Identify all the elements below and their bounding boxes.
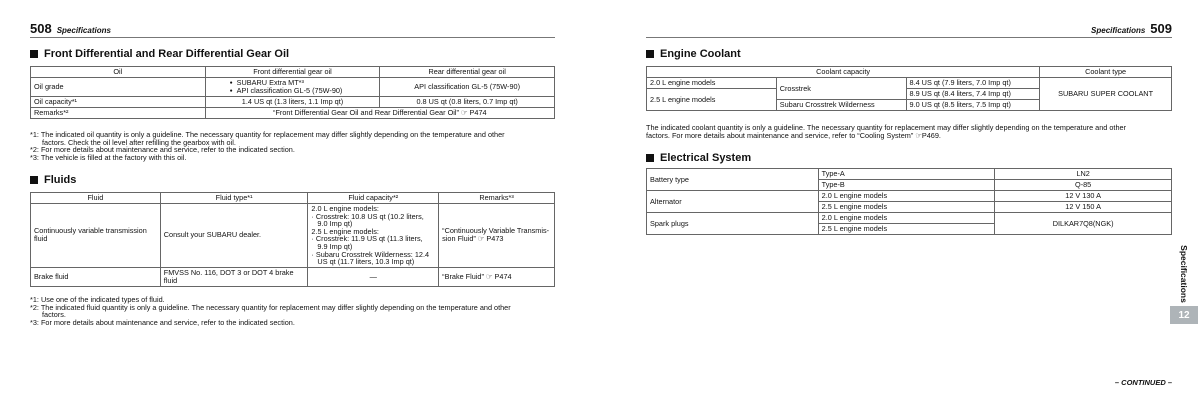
footnote: *2: For more details about maintenance and service, refer to the indicated section. [30, 145, 295, 155]
note: The indicated coolant quantity is only a guideline. The necessary quantity for replacement may differ slightly depending on the temperature and other [646, 123, 1126, 132]
sub-label: 2.5 L engine models [818, 202, 995, 213]
coolant-section-title: Engine Coolant [646, 48, 741, 60]
right-page [600, 0, 1200, 402]
sub-label: 2.5 L engine models [818, 224, 995, 235]
remarks-link[interactable]: “Front Differential Gear Oil and Rear Differential Gear Oil” ☞ P474 [205, 108, 554, 119]
sub-label: 2.0 L engine models [818, 191, 995, 202]
chapter-side-label: Specifications [1179, 245, 1190, 303]
table-header-row [31, 193, 555, 204]
column-header: Front differential gear oil [205, 67, 380, 78]
fluids-table [30, 192, 555, 287]
footnote: *3: The vehicle is filled at the factory with this oil. [30, 152, 187, 162]
table-row [647, 78, 1172, 89]
chapter-tab[interactable]: 12 [1170, 306, 1198, 324]
grade-front-item: ● SUBARU Extra MT*³ [230, 79, 377, 87]
capacity-value: 8.4 US qt (7.9 liters, 7.0 Imp qt) [906, 78, 1040, 89]
capacity-rear-cell: 0.8 US qt (0.8 liters, 0.7 Imp qt) [380, 97, 555, 108]
sub-label: Type-A [818, 169, 995, 180]
section-square-icon [646, 50, 654, 58]
fluid-remarks-link[interactable]: “Continuously Variable Transmis-sion Fluid” ☞ P473 [439, 204, 555, 268]
section-square-icon [30, 50, 38, 58]
footnote: *3: For more details about maintenance and service, refer to the indicated section. [30, 317, 295, 327]
fluid-capacity: 2.0 L engine models: · Crosstrek: 10.8 US qt (10.2 liters, 9.0 Imp qt) 2.5 L engine models: · Crosstrek: 11.9 US qt (11.3 liters, 9.9 Imp qt) · Subaru Crosstrek Wilderness: 12.4 US qt (11.7 liters, 10.3 Imp qt) [308, 204, 439, 268]
column-header: Oil [31, 67, 206, 78]
page-number: 508 [30, 21, 52, 36]
table-row [647, 191, 1172, 202]
fluids-notes [30, 296, 560, 326]
coolant-table [646, 66, 1172, 111]
column-header: Remarks*³ [439, 193, 555, 204]
spec-value: 12 V 150 A [995, 202, 1172, 213]
fluid-remarks-link[interactable]: “Brake Fluid” ☞ P474 [439, 267, 555, 286]
grade-front-cell [205, 78, 380, 97]
differential-section-title: Front Differential and Rear Differential Gear Oil [30, 48, 289, 60]
engine-label: 2.0 L engine models [647, 78, 777, 89]
footnote: factors. [42, 310, 66, 320]
header-rule [646, 37, 1172, 38]
page-number: 509 [1150, 21, 1172, 36]
table-row [31, 267, 555, 286]
table-header-row [31, 67, 555, 78]
page-header [1091, 21, 1172, 36]
electrical-table [646, 168, 1172, 235]
table-row [31, 97, 555, 108]
differential-table [30, 66, 555, 119]
spec-value: LN2 [995, 169, 1172, 180]
page-header-title: Specifications [1091, 26, 1146, 35]
fluids-section-title: Fluids [30, 174, 76, 186]
column-header: Fluid type*¹ [160, 193, 308, 204]
section-square-icon [30, 176, 38, 184]
table-row [31, 204, 555, 268]
header-rule [30, 37, 555, 38]
fluid-name: Continuously variable transmission fluid [31, 204, 161, 268]
column-header: Fluid capacity*² [308, 193, 439, 204]
fluid-name: Brake fluid [31, 267, 161, 286]
capacity-front-cell: 1.4 US qt (1.3 liters, 1.1 Imp qt) [205, 97, 380, 108]
fluid-type: FMVSS No. 116, DOT 3 or DOT 4 brake fluid [160, 267, 308, 286]
spec-value: 12 V 130 A [995, 191, 1172, 202]
fluid-type: Consult your SUBARU dealer. [160, 204, 308, 268]
footnote: *2: The indicated fluid quantity is only a guideline. The necessary quantity for replacement may differ slightly depending on the temperature and other [30, 302, 511, 312]
model-label: Subaru Crosstrek Wilderness [776, 100, 906, 111]
row-label: Spark plugs [647, 213, 819, 235]
column-header: Coolant type [1040, 67, 1172, 78]
page-header-title: Specifications [56, 26, 111, 35]
row-label: Battery type [647, 169, 819, 191]
engine-label: 2.5 L engine models [647, 89, 777, 111]
coolant-notes [646, 124, 1176, 139]
table-row [31, 108, 555, 119]
grade-front-item: ● API classification GL-5 (75W-90) [230, 87, 377, 95]
grade-rear-cell: API classification GL-5 (75W-90) [380, 78, 555, 97]
footnote: *1: The indicated oil quantity is only a guideline. The necessary quantity for replacement may differ slightly depending on the temperature and other [30, 130, 505, 139]
row-label: Alternator [647, 191, 819, 213]
table-row [31, 78, 555, 97]
table-row [647, 213, 1172, 224]
coolant-type-value: SUBARU SUPER COOLANT [1040, 78, 1172, 111]
spec-value: Q-85 [995, 180, 1172, 191]
capacity-value: 8.9 US qt (8.4 liters, 7.4 Imp qt) [906, 89, 1040, 100]
footnote: factors. Check the oil level after refilling the gearbox with oil. [42, 137, 236, 147]
sub-label: 2.0 L engine models [818, 213, 995, 224]
spec-value: DILKAR7Q8(NGK) [995, 213, 1172, 235]
row-label: Remarks*² [31, 108, 206, 119]
differential-notes [30, 131, 560, 161]
note: factors. For more details about maintenance and service, refer to “Cooling System” ☞P469. [646, 130, 941, 140]
capacity-value: 9.0 US qt (8.5 liters, 7.5 Imp qt) [906, 100, 1040, 111]
sub-label: Type-B [818, 180, 995, 191]
row-label: Oil capacity*¹ [31, 97, 206, 108]
column-header: Rear differential gear oil [380, 67, 555, 78]
fluid-capacity: — [308, 267, 439, 286]
column-header: Fluid [31, 193, 161, 204]
electrical-section-title: Electrical System [646, 152, 751, 164]
table-row [647, 169, 1172, 180]
section-square-icon [646, 154, 654, 162]
table-header-row [647, 67, 1172, 78]
footnote: *1: Use one of the indicated types of fluid. [30, 295, 165, 304]
row-label: Oil grade [31, 78, 206, 97]
column-header: Coolant capacity [647, 67, 1040, 78]
page-header [30, 21, 111, 36]
model-label: Crosstrek [776, 78, 906, 100]
continued-label: – CONTINUED – [1114, 378, 1172, 387]
